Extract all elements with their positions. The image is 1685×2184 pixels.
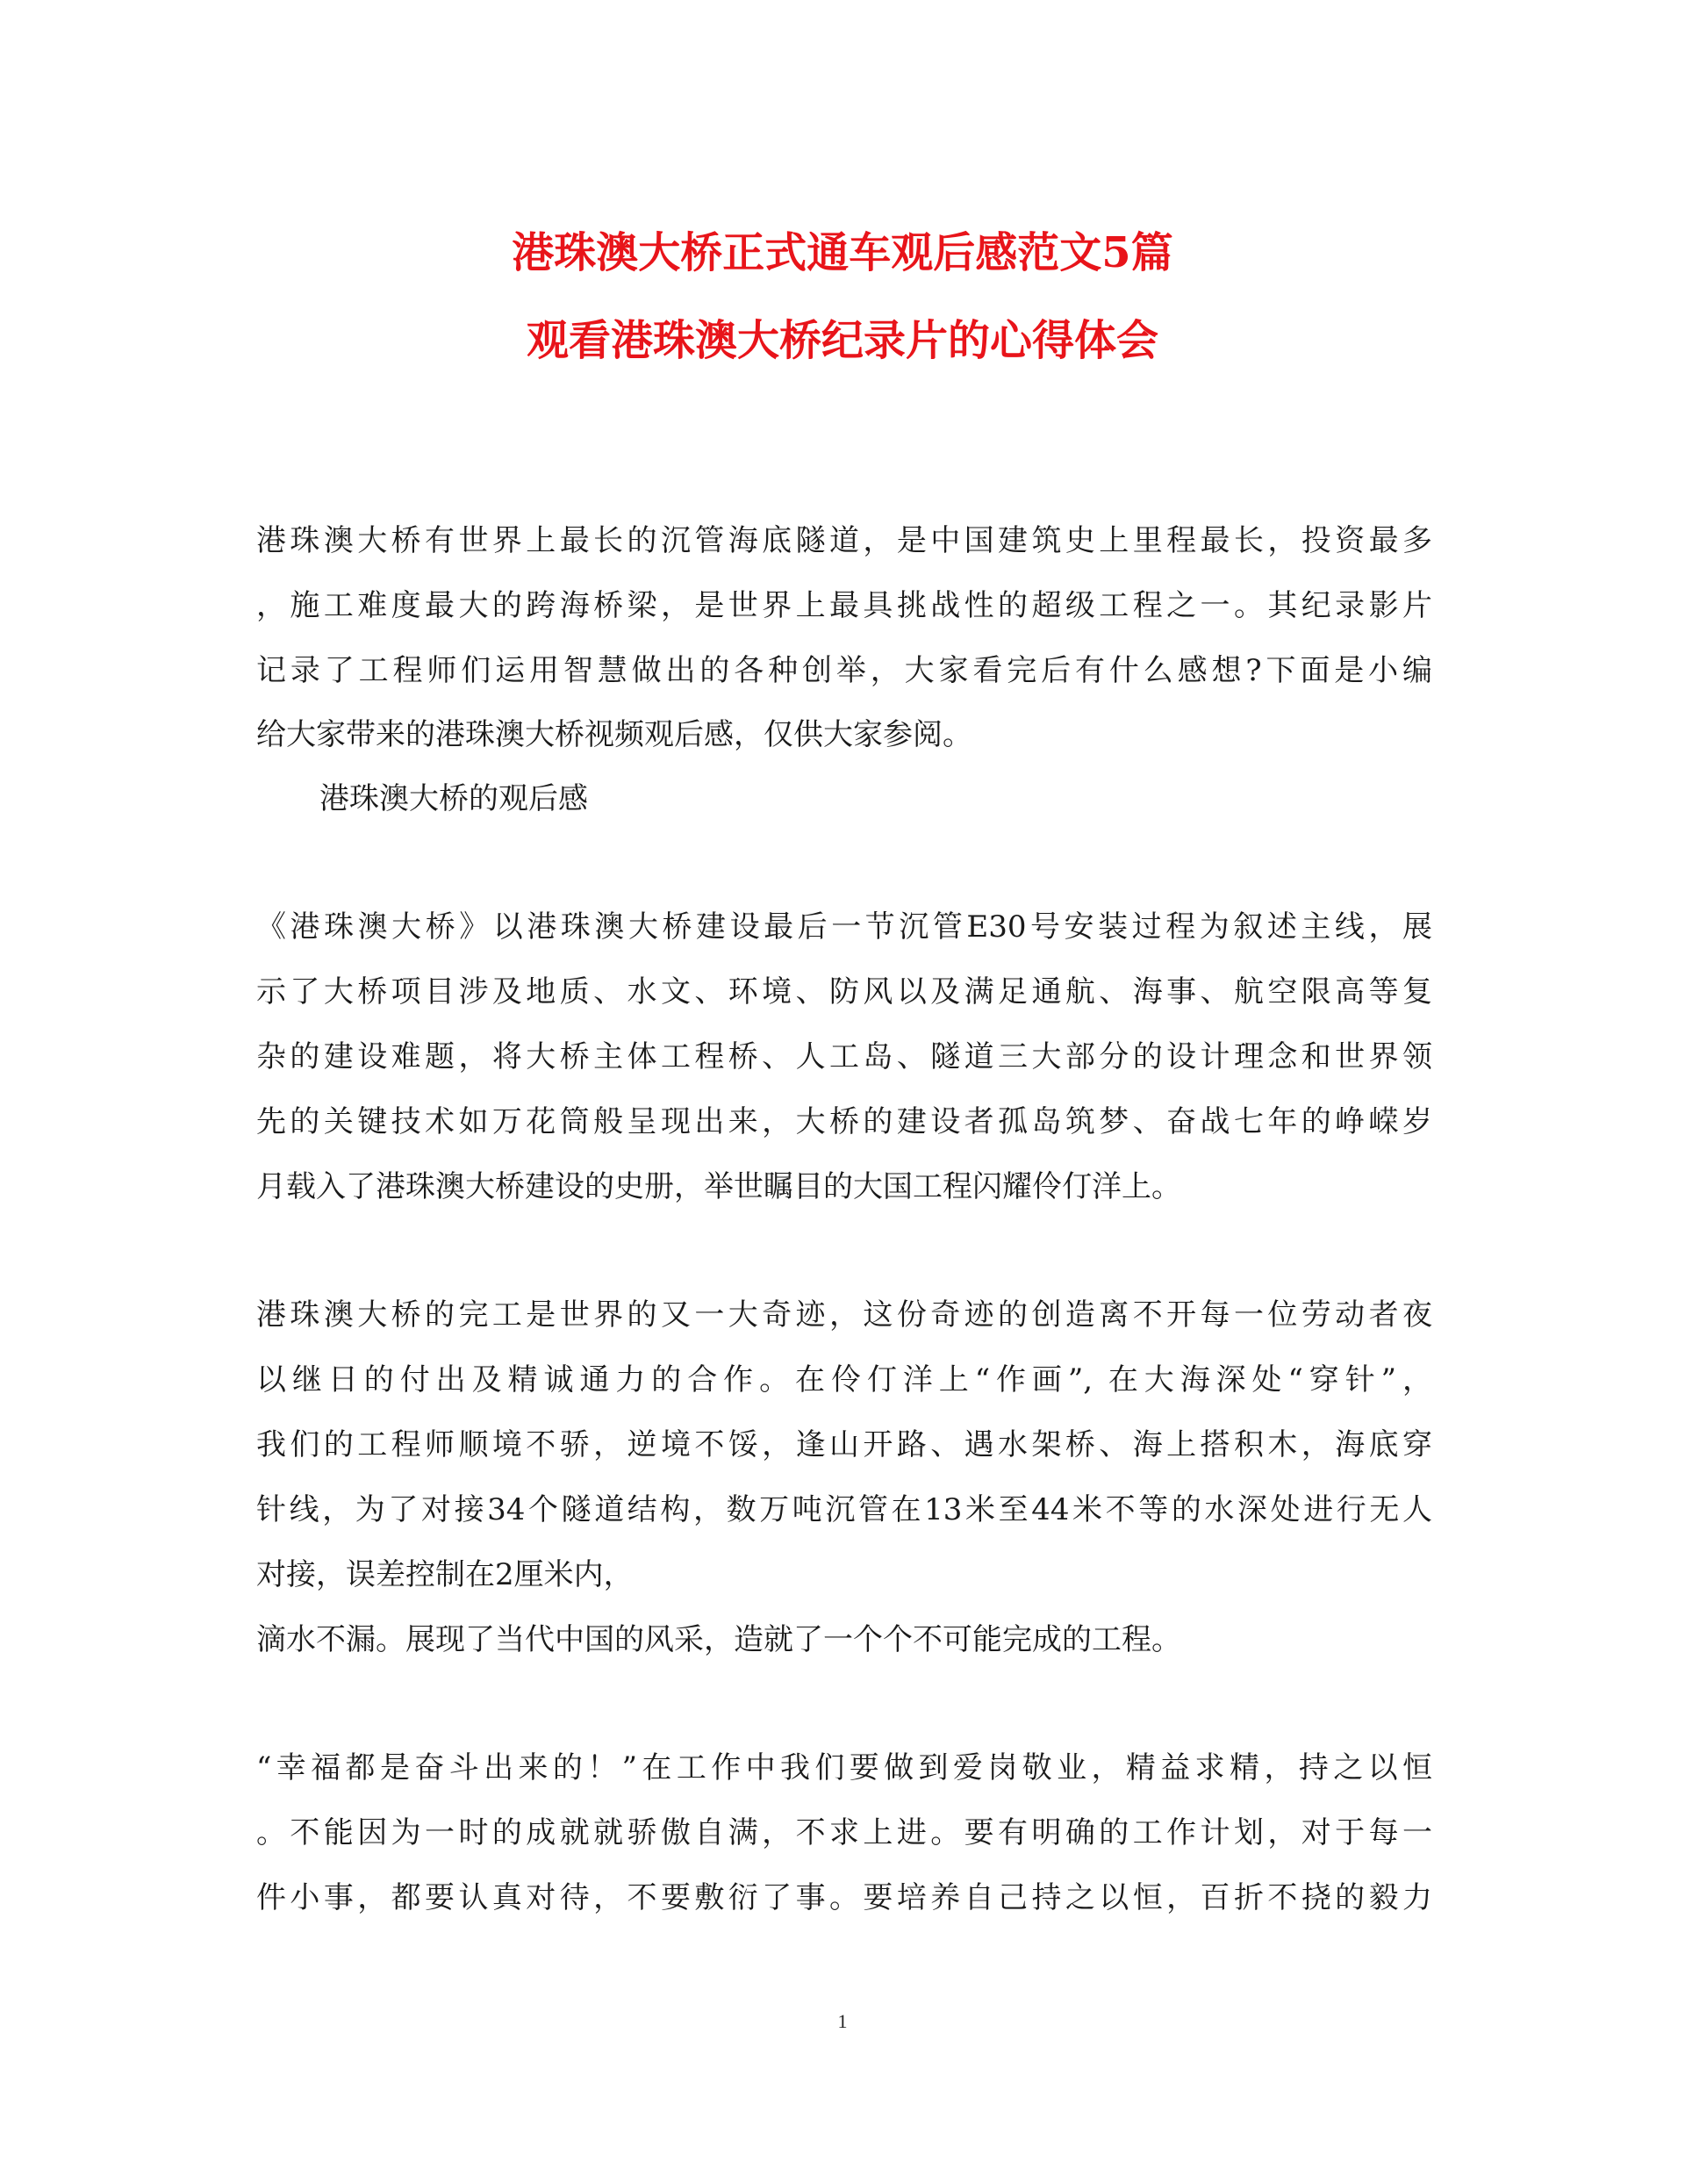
paragraph-2-line-6: 滴水不漏。展现了当代中国的风采，造就了一个个不可能完成的工程。	[256, 1622, 1181, 1657]
paragraph-2-line-5: 对接，误差控制在2厘米内，	[256, 1557, 634, 1592]
paragraph-1-line-5: 月载入了港珠澳大桥建设的史册，举世瞩目的大国工程闪耀伶仃洋上。	[256, 1169, 1181, 1204]
section-heading: 港珠澳大桥的观后感	[319, 781, 588, 816]
intro-line-3: 记录了工程师们运用智慧做出的各种创举，大家看完后有什么感想?下面是小编	[256, 653, 1432, 688]
paragraph-1-line-1: 《港珠澳大桥》以港珠澳大桥建设最后一节沉管E30号安装过程为叙述主线，展	[256, 909, 1432, 945]
paragraph-1-line-2: 示了大桥项目涉及地质、水文、环境、防风以及满足通航、海事、航空限高等复	[256, 974, 1432, 1009]
paragraph-1-line-4: 先的关键技术如万花筒般呈现出来，大桥的建设者孤岛筑梦、奋战七年的峥嵘岁	[256, 1104, 1432, 1139]
paragraph-3-line-1: “幸福都是奋斗出来的！”在工作中我们要做到爱岗敬业，精益求精，持之以恒	[256, 1750, 1432, 1785]
document-title-line-2: 观看港珠澳大桥纪录片的心得体会	[526, 316, 1158, 365]
paragraph-2-line-1: 港珠澳大桥的完工是世界的又一大奇迹，这份奇迹的创造离不开每一位劳动者夜	[256, 1297, 1432, 1333]
intro-line-4: 给大家带来的港珠澳大桥视频观后感，仅供大家参阅。	[256, 717, 972, 752]
page-number: 1	[837, 2010, 848, 2032]
paragraph-2-line-3: 我们的工程师顺境不骄，逆境不馁，逢山开路、遇水架桥、海上搭积木，海底穿	[256, 1427, 1432, 1462]
document-title-line-1: 港珠澳大桥正式通车观后感范文5篇	[512, 228, 1173, 277]
paragraph-3-line-3: 件小事，都要认真对待，不要敷衍了事。要培养自己持之以恒，百折不挠的毅力	[256, 1880, 1432, 1915]
paragraph-2-line-4: 针线，为了对接34个隧道结构，数万吨沉管在13米至44米不等的水深处进行无人	[256, 1492, 1432, 1527]
paragraph-1-line-3: 杂的建设难题，将大桥主体工程桥、人工岛、隧道三大部分的设计理念和世界领	[256, 1039, 1432, 1074]
intro-line-2: ，施工难度最大的跨海桥梁，是世界上最具挑战性的超级工程之一。其纪录影片	[256, 588, 1432, 623]
paragraph-3-line-2: 。不能因为一时的成就就骄傲自满，不求上进。要有明确的工作计划，对于每一	[256, 1815, 1432, 1850]
paragraph-2-line-2: 以继日的付出及精诚通力的合作。在伶仃洋上“作画”, 在大海深处“穿针”，	[256, 1362, 1432, 1397]
intro-line-1: 港珠澳大桥有世界上最长的沉管海底隧道，是中国建筑史上里程最长，投资最多	[256, 523, 1432, 558]
